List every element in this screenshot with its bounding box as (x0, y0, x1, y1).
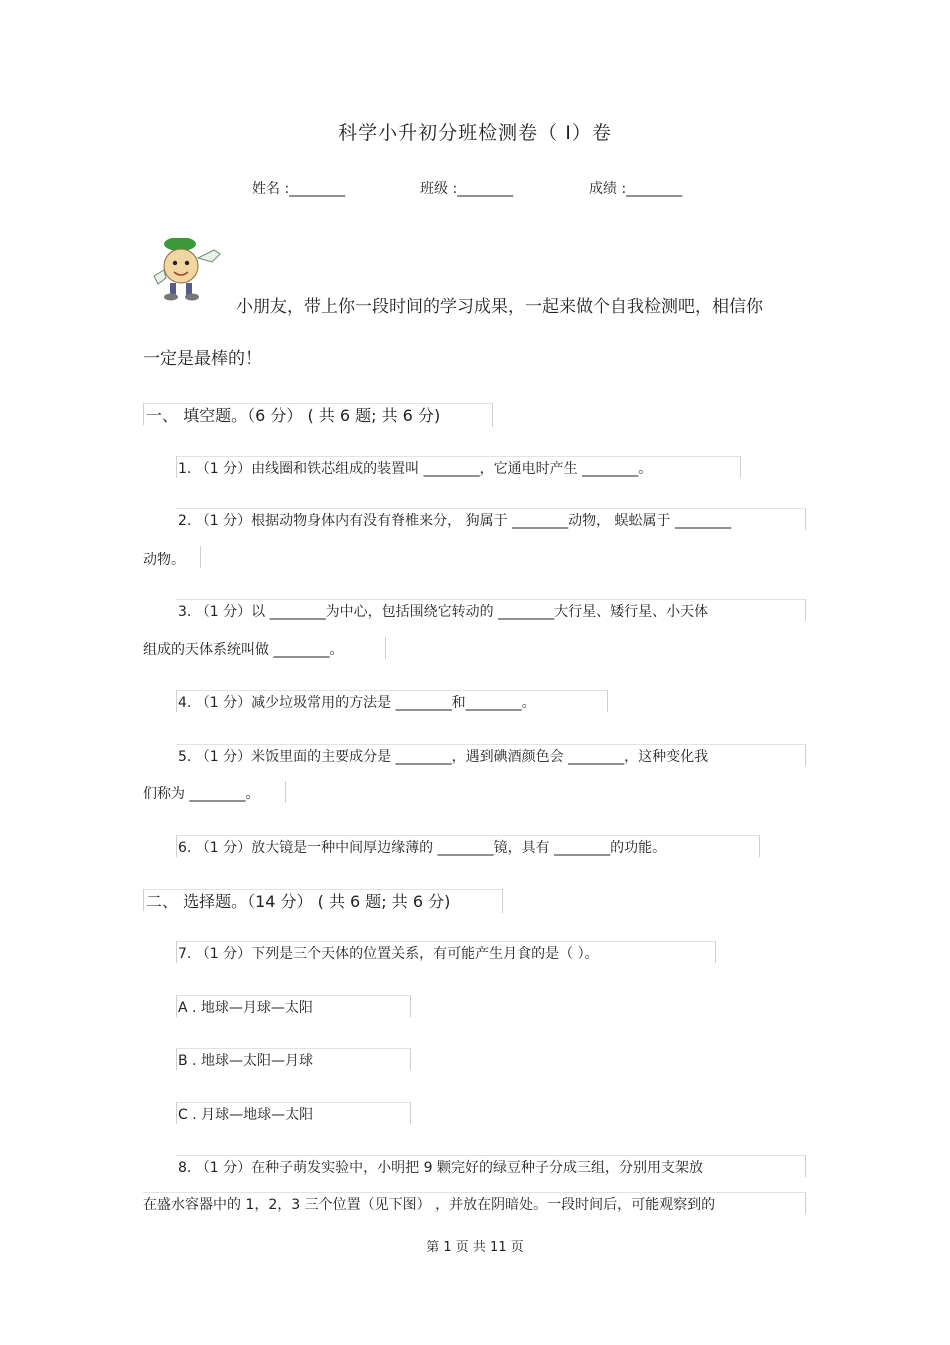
q8-line-2-top-rule (143, 1192, 806, 1193)
q1-left-rule (176, 456, 177, 478)
score-field: 成绩 :________ (589, 181, 683, 197)
option-c[interactable]: C . 月球—地球—太阳 (178, 1107, 314, 1123)
q5-right-rule (805, 744, 806, 766)
intro-line-2: 一定是最棒的！ (143, 349, 262, 369)
section-2-left-rule (143, 889, 144, 911)
section-1-left-rule (143, 403, 144, 425)
option-b-top-rule (176, 1048, 411, 1049)
q4-top-rule (176, 690, 608, 691)
mascot-illustration (150, 238, 228, 304)
q8-top-rule (176, 1155, 806, 1156)
question-2-line-1: 2. （1 分）根据动物身体内有没有脊椎来分， 狗属于 ________动物， 蜈蚣属于 ________ (178, 513, 731, 529)
option-a-top-rule (176, 995, 411, 996)
option-c-left-rule (176, 1102, 177, 1124)
question-7: 7. （1 分）下列是三个天体的位置关系，有可能产生月食的是（ ）。 (178, 946, 599, 962)
question-8-line-1: 8. （1 分）在种子萌发实验中，小明把 9 颗完好的绿豆种子分成三组，分别用支架放 (178, 1160, 703, 1176)
question-5-line-2: 们称为 ________。 (143, 786, 260, 802)
question-5-line-1: 5. （1 分）米饭里面的主要成分是 ________，遇到碘酒颜色会 ________，这种变化我 (178, 749, 709, 765)
q7-right-rule (715, 941, 716, 963)
q3-end-rule (385, 637, 386, 659)
name-field: 姓名 :________ (252, 181, 346, 197)
q3-right-rule (805, 599, 806, 621)
option-c-top-rule (176, 1102, 411, 1103)
option-b-right-rule (410, 1048, 411, 1070)
q2-top-rule (176, 508, 806, 509)
section-1-right-rule (492, 403, 493, 427)
question-4: 4. （1 分）减少垃圾常用的方法是 ________和________。 (178, 695, 536, 711)
section-2-right-rule (502, 889, 503, 913)
intro-line-1: 小朋友，带上你一段时间的学习成果，一起来做个自我检测吧，相信你 (236, 297, 763, 317)
option-a-right-rule (410, 995, 411, 1017)
page-footer: 第 1 页 共 11 页 (426, 1240, 524, 1255)
option-b-left-rule (176, 1048, 177, 1070)
q5-end-rule (285, 781, 286, 803)
class-field: 班级 :________ (420, 181, 514, 197)
q3-top-rule (176, 599, 806, 600)
page-title: 科学小升初分班检测卷（ I）卷 (338, 122, 612, 144)
option-b[interactable]: B . 地球—太阳—月球 (178, 1053, 313, 1069)
question-3-line-2: 组成的天体系统叫做 ________。 (143, 642, 344, 658)
q4-left-rule (176, 690, 177, 712)
q6-top-rule (176, 835, 760, 836)
q2-right-rule (805, 508, 806, 530)
question-2-line-2: 动物。 (143, 552, 185, 568)
q1-top-rule (176, 456, 741, 457)
question-1: 1. （1 分）由线圈和铁芯组成的装置叫 ________，它通电时产生 ________。 (178, 461, 653, 477)
q4-right-rule (607, 690, 608, 712)
question-6: 6. （1 分）放大镜是一种中间厚边缘薄的 ________镜，具有 ________的功能。 (178, 840, 667, 856)
q8-line-2-right-rule (805, 1192, 806, 1214)
q2-end-rule (200, 546, 201, 568)
section-1-title: 一、 填空题。（6 分） ( 共 6 题; 共 6 分) (146, 406, 441, 425)
section-2-title: 二、 选择题。（14 分） ( 共 6 题; 共 6 分) (146, 892, 451, 911)
option-c-right-rule (410, 1102, 411, 1124)
q8-right-rule (805, 1155, 806, 1177)
q1-right-rule (740, 456, 741, 478)
question-3-line-1: 3. （1 分）以 ________为中心，包括围绕它转动的 ________大行星、矮行星、小天体 (178, 604, 709, 620)
option-a[interactable]: A . 地球—月球—太阳 (178, 1000, 313, 1016)
q7-left-rule (176, 941, 177, 963)
option-a-left-rule (176, 995, 177, 1017)
q6-right-rule (759, 835, 760, 857)
q5-top-rule (176, 744, 806, 745)
question-8-line-2: 在盛水容器中的 1，2，3 三个位置（见下图） ，并放在阴暗处。一段时间后，可能观察到的 (143, 1197, 716, 1213)
q7-top-rule (176, 941, 716, 942)
q6-left-rule (176, 835, 177, 857)
